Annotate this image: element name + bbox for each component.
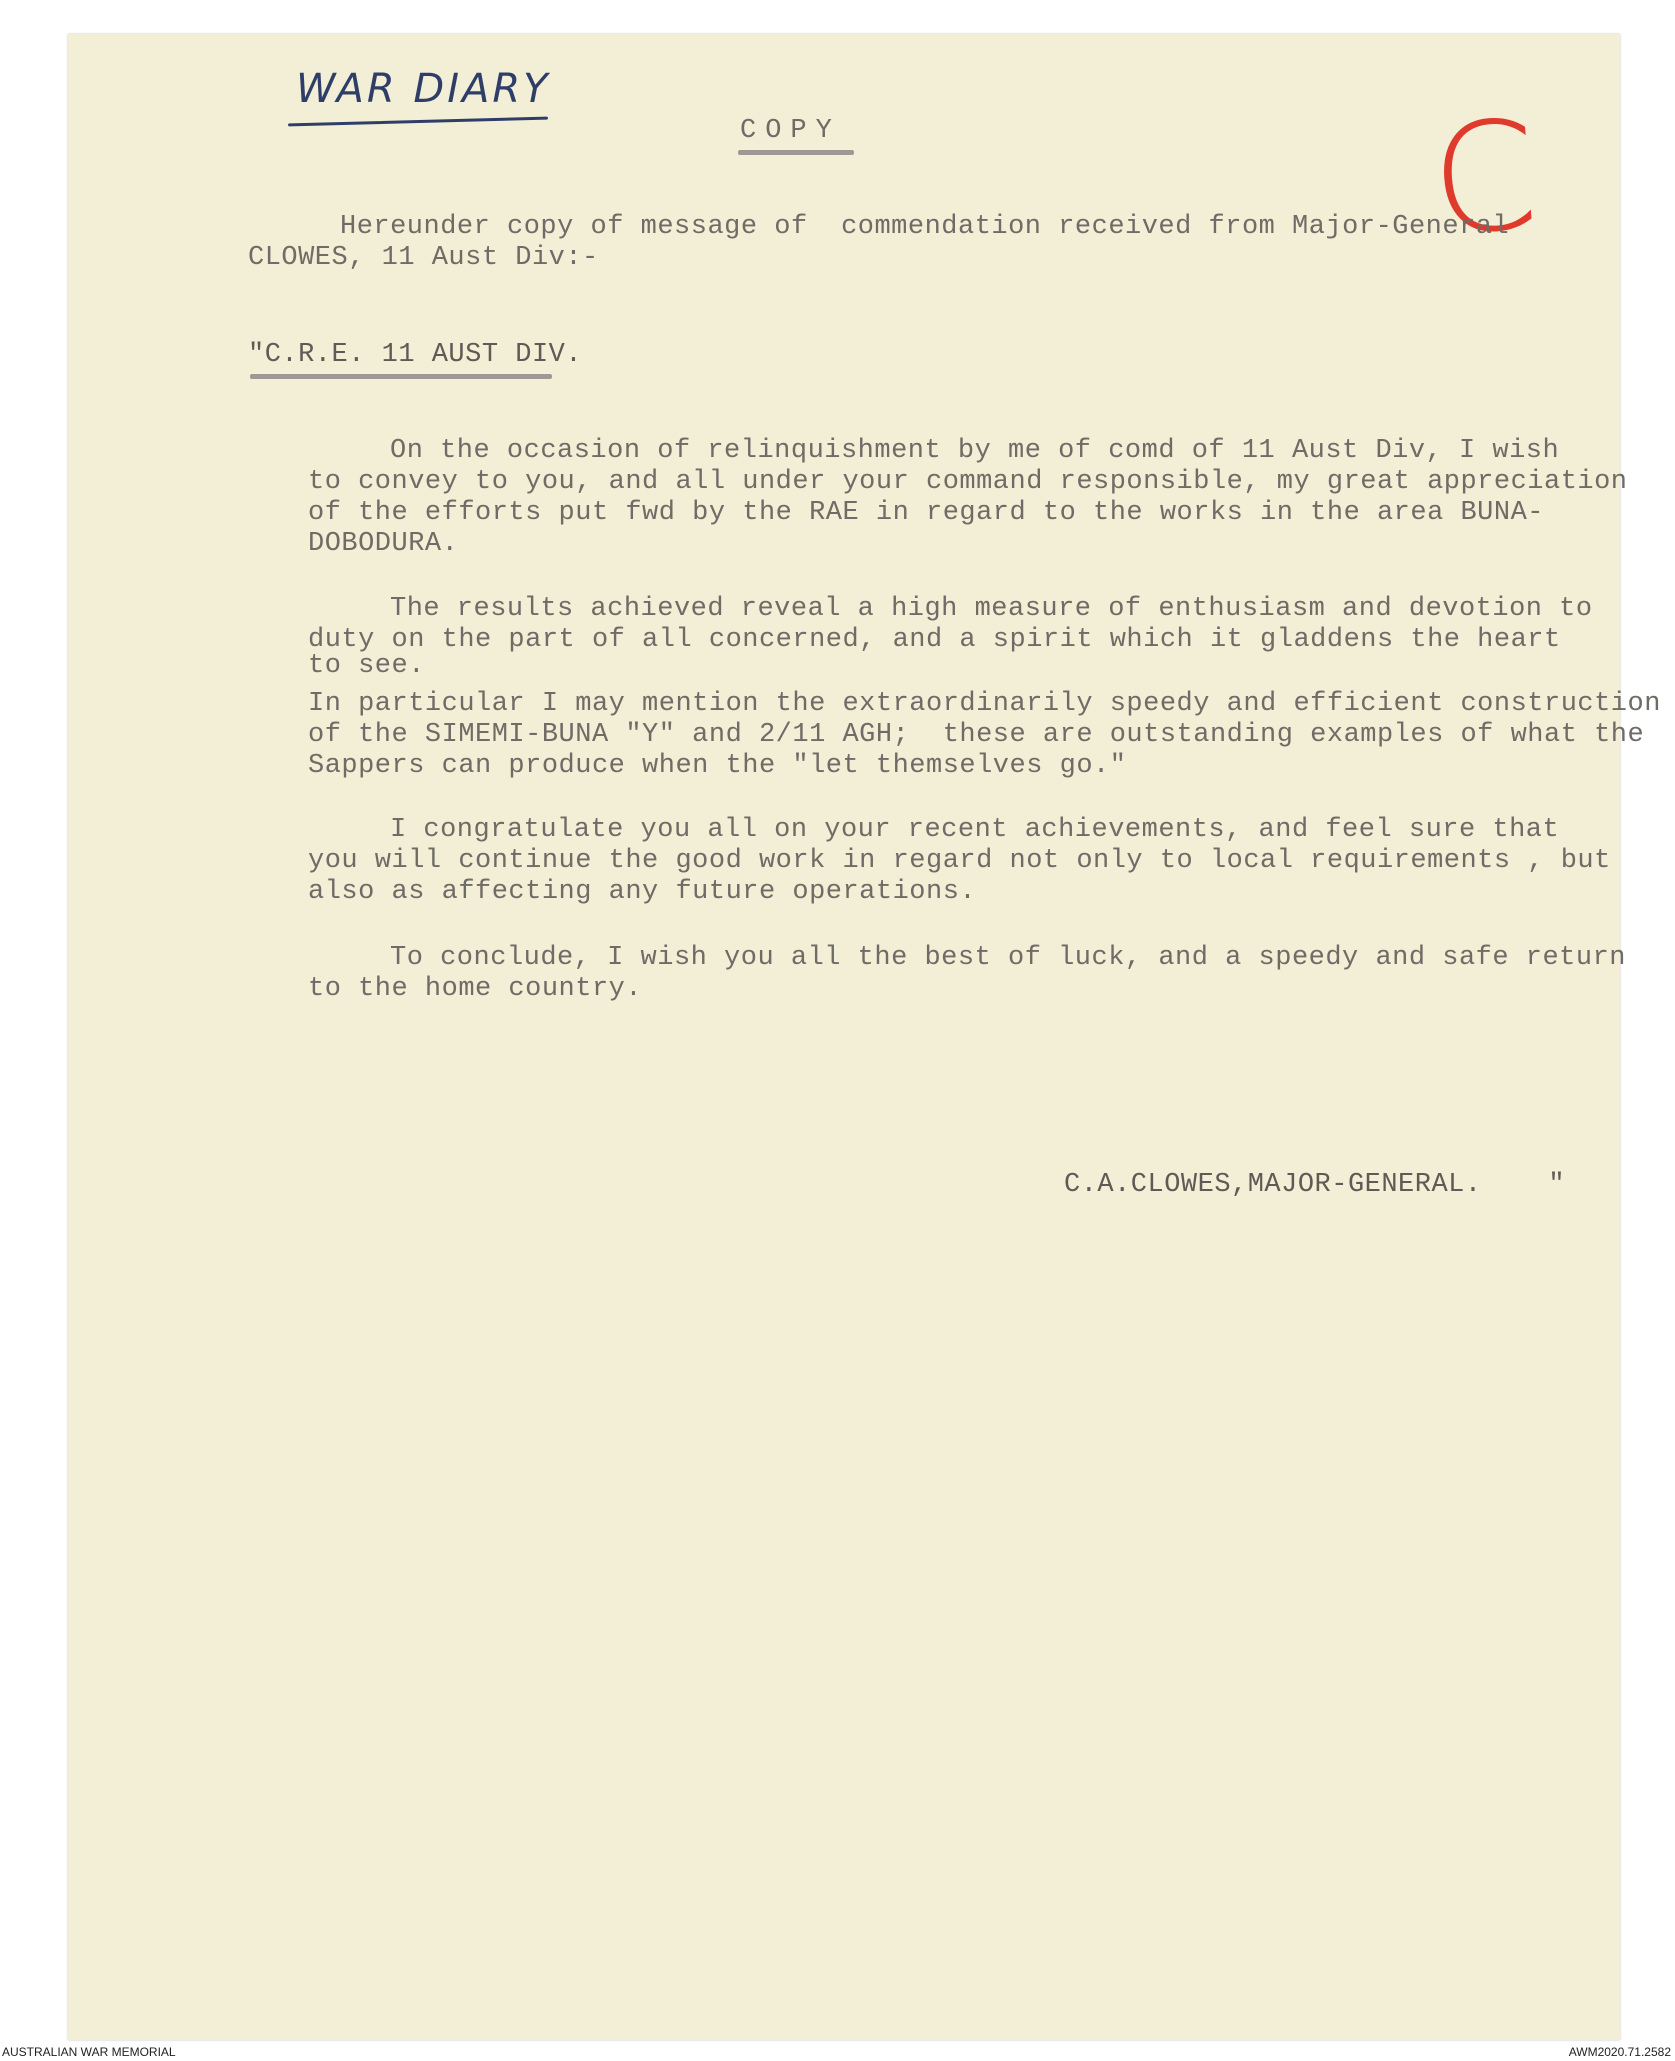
- copy-heading: COPY: [740, 116, 841, 146]
- paragraph-2-line-4: In particular I may mention the extraordinarily speedy and efficient construction: [308, 689, 1661, 719]
- intro-line-2: CLOWES, 11 Aust Div:-: [248, 243, 599, 273]
- paragraph-4-line-1: To conclude, I wish you all the best of luck, and a speedy and safe return: [390, 943, 1626, 973]
- paragraph-2-line-2: duty on the part of all concerned, and a spirit which it gladdens the heart: [308, 625, 1561, 655]
- signature-line: C.A.CLOWES,MAJOR-GENERAL. ": [1064, 1170, 1566, 1200]
- footer-accession-number: AWM2020.71.2582: [1568, 2045, 1671, 2059]
- heading-underline: [738, 150, 854, 155]
- paragraph-2-line-1: The results achieved reveal a high measure of enthusiasm and devotion to: [390, 594, 1593, 624]
- red-c-mark: C: [1426, 88, 1543, 270]
- paragraph-3-line-3: also as affecting any future operations.: [308, 877, 977, 907]
- addressee-underline: [250, 374, 552, 379]
- paragraph-1-line-2: to convey to you, and all under your command responsible, my great appreciation: [308, 467, 1628, 497]
- intro-line-1: Hereunder copy of message of commendation received from Major-General: [340, 212, 1510, 242]
- paragraph-2-line-5: of the SIMEMI-BUNA "Y" and 2/11 AGH; these are outstanding examples of what the: [308, 720, 1645, 750]
- paragraph-3-line-1: I congratulate you all on your recent achievements, and feel sure that: [390, 815, 1560, 845]
- document-sheet: [68, 34, 1620, 2040]
- handwritten-war-diary-label: WAR DIARY: [296, 66, 551, 112]
- addressee-line: "C.R.E. 11 AUST DIV.: [248, 340, 583, 370]
- paragraph-2-line-3: to see.: [308, 651, 425, 681]
- paragraph-1-line-4: DOBODURA.: [308, 529, 459, 559]
- paragraph-2-line-6: Sappers can produce when the "let themselves go.": [308, 751, 1127, 781]
- paragraph-1-line-1: On the occasion of relinquishment by me of comd of 11 Aust Div, I wish: [390, 436, 1560, 466]
- paragraph-1-line-3: of the efforts put fwd by the RAE in regard to the works in the area BUNA-: [308, 498, 1544, 528]
- footer-institution: AUSTRALIAN WAR MEMORIAL: [2, 2045, 176, 2059]
- paragraph-4-line-2: to the home country.: [308, 974, 643, 1004]
- paragraph-3-line-2: you will continue the good work in regard not only to local requirements , but: [308, 846, 1611, 876]
